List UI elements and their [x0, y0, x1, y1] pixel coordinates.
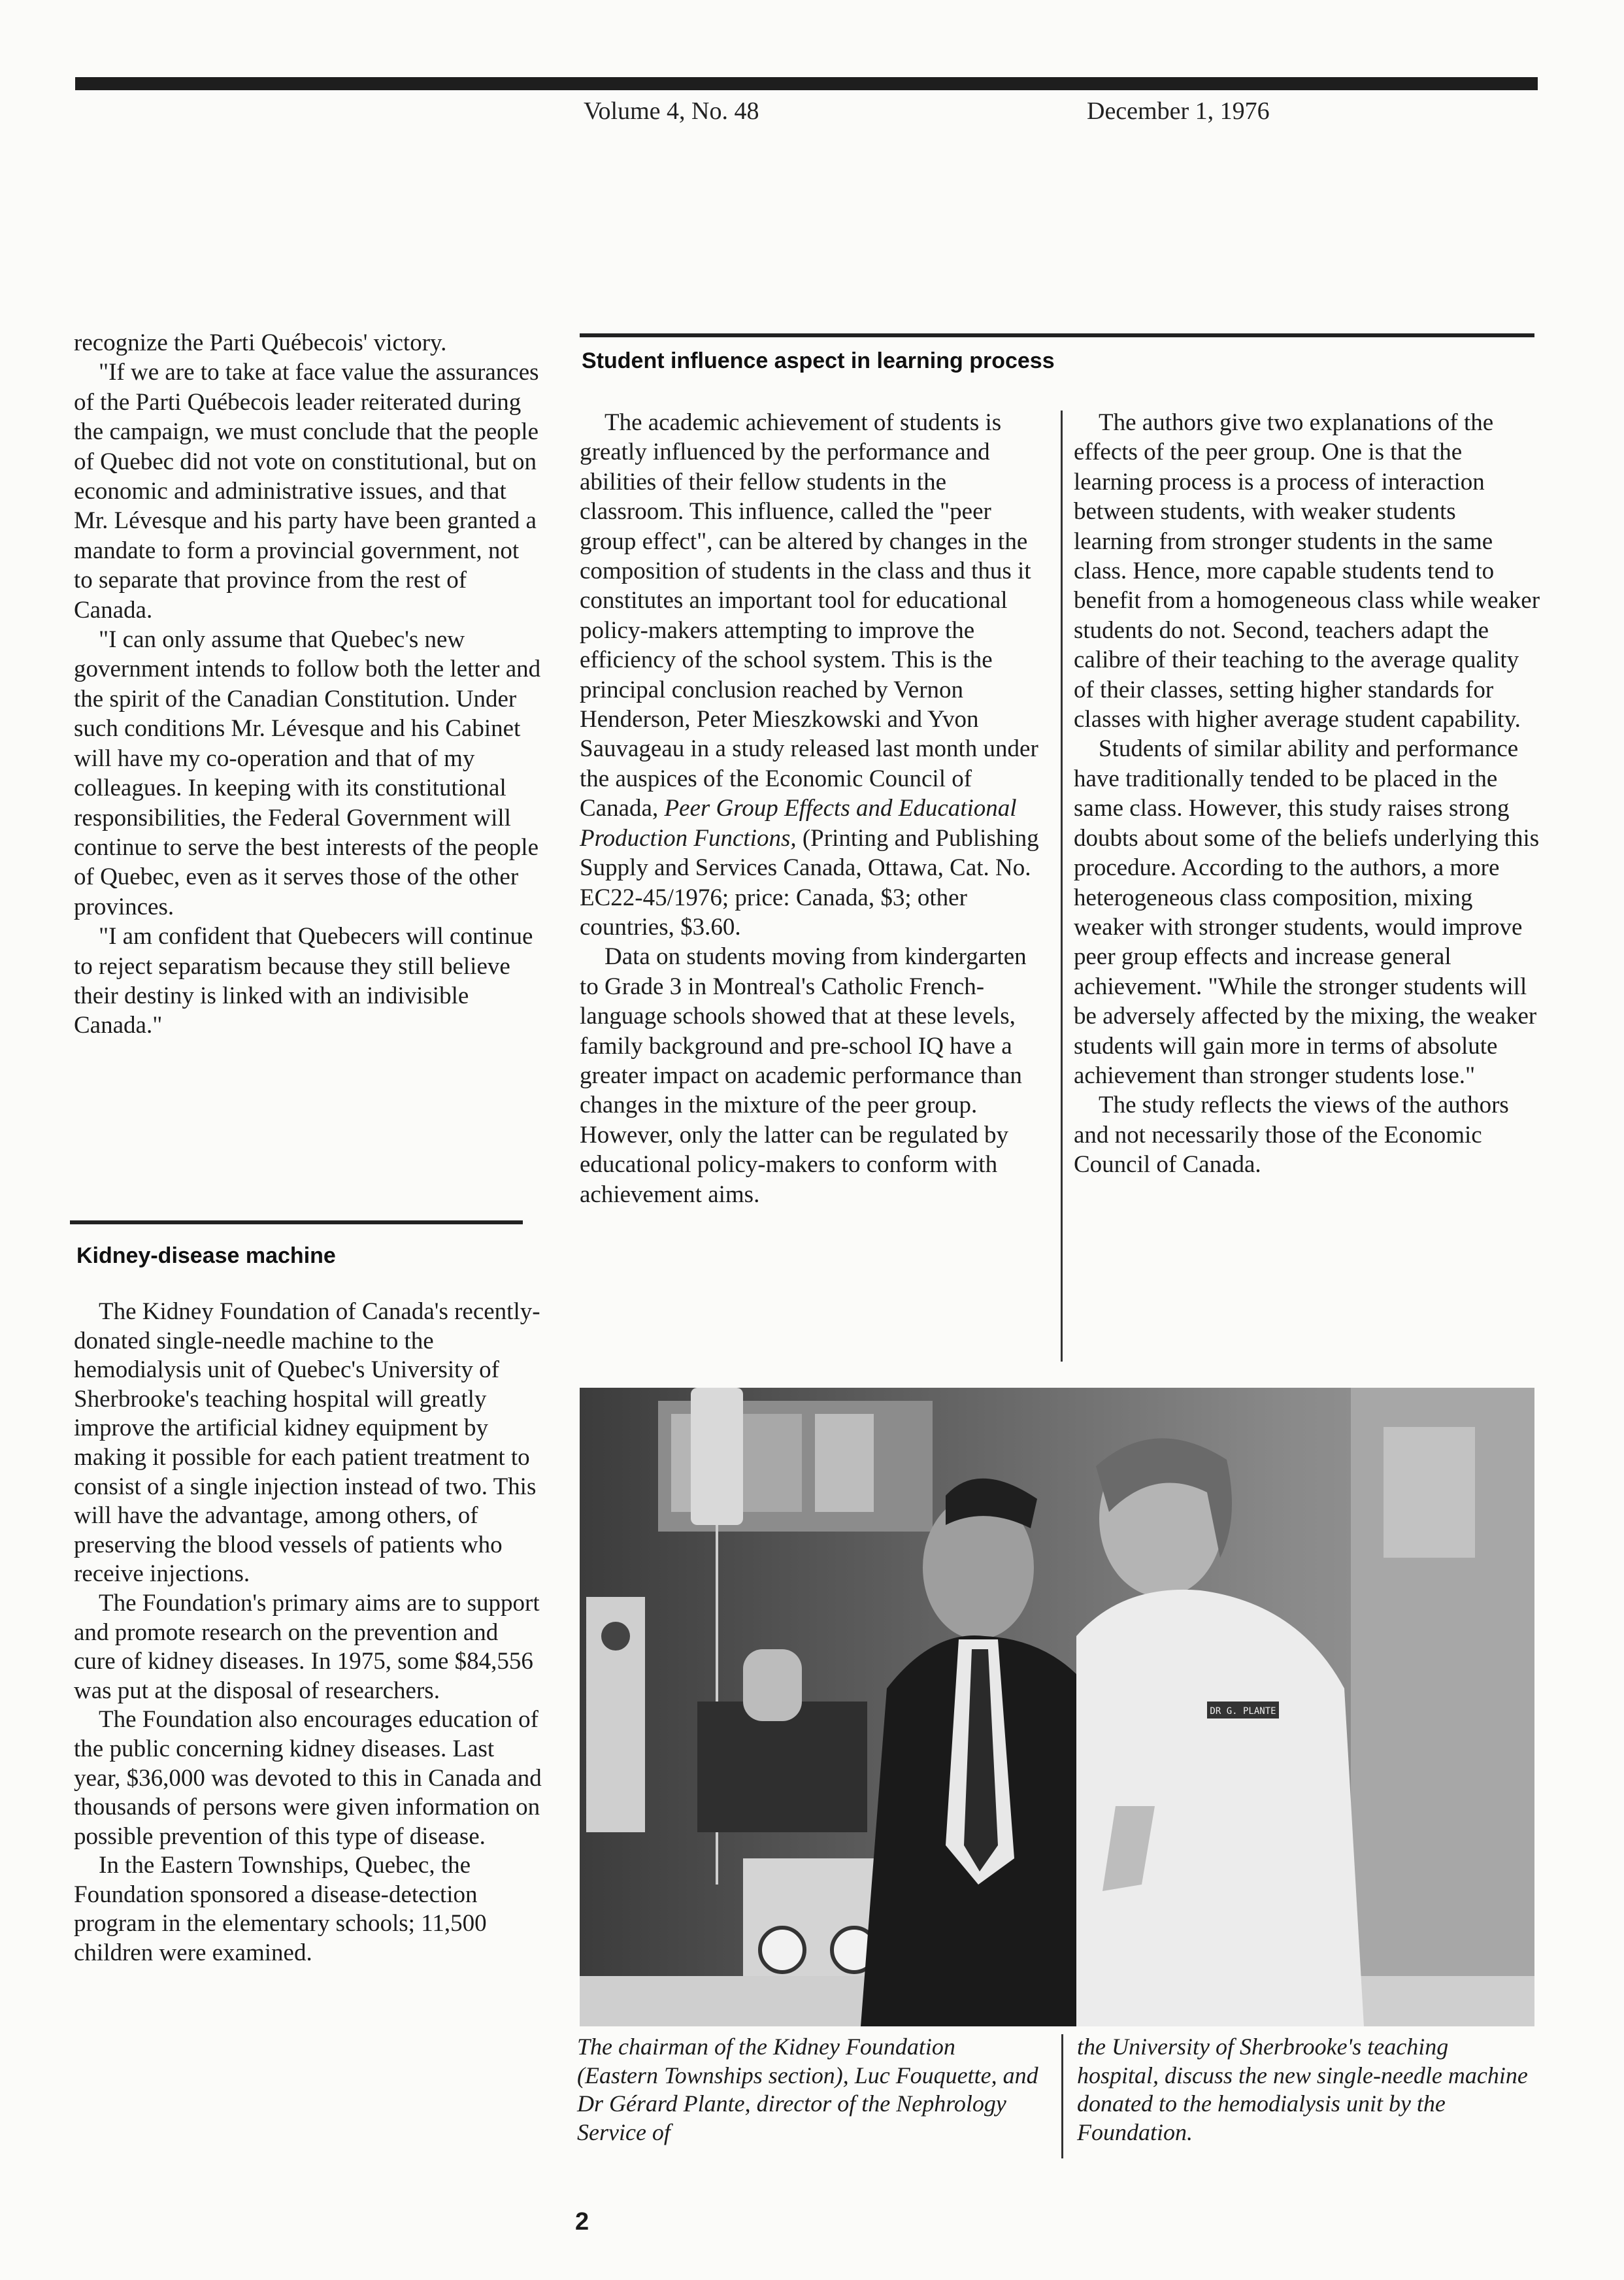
- kidney-article: [74, 1298, 546, 1968]
- text-run: The academic achievement of students is greatly influenced by the performance and abilities of their fellow students in the classroom. This influence, called the "peer group effect", can be altered by changes in the composition of students in the class and thus it constitutes an important tool for educational policy-makers attempting to improve the efficiency of the school system. This is the principal conclusion reached by Vernon Henderson, Peter Mieszkowski and Yvon Sauvageau in a study released last month under the auspices of the Economic Council of Canada,: [580, 409, 1038, 822]
- paragraph: "I can only assume that Quebec's new government intends to follow both the letter and the spirit of the Canadian Constitution. Under such conditions Mr. Lévesque and his Cabinet will have my co-operation and that of my colleagues. In keeping with its constitutional responsibilities, the Federal Government will continue to serve the best interests of the people of Quebec, even as it serves those of the other provinces.: [74, 626, 541, 920]
- paragraph: recognize the Parti Québecois' victory.: [74, 329, 447, 356]
- student-rule: [580, 333, 1534, 337]
- student-column-2: [1074, 408, 1541, 1180]
- student-headline: Student influence aspect in learning process: [582, 348, 1055, 373]
- news-photo: [580, 1388, 1534, 2026]
- student-column-1: [580, 408, 1047, 1209]
- photo-caption-left: The chairman of the Kidney Foundation (Eastern Townships section), Luc Fouquette, and Dr Gérard Plante, director of the Nephrology Service of: [577, 2034, 1038, 2145]
- paragraph: The Kidney Foundation of Canada's recently-donated single-needle machine to the hemodialysis unit of Quebec's University of Sherbrooke's teaching hospital will greatly improve the artificial kidney equipment by making it possible for each patient treatment to consist of a single injection instead of two. This will have the advantage, among others, of preserving the blood vessels of patients who receive injections.: [74, 1298, 540, 1588]
- photo-caption-right: the University of Sherbrooke's teaching hospital, discuss the new single-needle machine donated to the hemodialysis unit by the Foundation.: [1077, 2034, 1528, 2145]
- paragraph: The authors give two explanations of the effects of the peer group. One is that the learning process is a process of interaction between students, with weaker students learning from stronger students in the same class. Hence, more capable students tend to benefit from a homogeneous class while weaker students do not. Second, teachers adapt the calibre of their teaching to the average quality of their classes, setting higher standards for classes with higher average student capability.: [1074, 409, 1540, 733]
- volume-label: Volume 4, No. 48: [584, 97, 759, 125]
- paragraph: Data on students moving from kindergarten to Grade 3 in Montreal's Catholic French-language schools showed that at these levels, family background and pre-school IQ have a greater impact on academic performance than changes in the mixture of the peer group. However, only the latter can be regulated by educational policy-makers to conform with achievement aims.: [580, 943, 1027, 1208]
- kidney-rule: [70, 1220, 523, 1224]
- text-run: (Printing and Publishing Supply and Services Canada, Ottawa, Cat. No. EC22-45/1976; price: Canada, $3; other countries, $3.60.: [580, 824, 1039, 941]
- column-divider: [1061, 411, 1063, 1362]
- paragraph: [580, 408, 1047, 942]
- kidney-headline: Kidney-disease machine: [76, 1243, 336, 1268]
- paragraph: The Foundation also encourages education of the public concerning kidney diseases. Last year, $36,000 was devoted to this in Canada and thousands of persons were given information on possible prevention of this type of disease.: [74, 1706, 542, 1850]
- caption-divider: [1061, 2034, 1063, 2158]
- issue-date: December 1, 1976: [1087, 97, 1270, 125]
- study-title: Peer Group Effects and Educational Production Functions,: [580, 795, 1017, 852]
- paragraph: "If we are to take at face value the assurances of the Parti Québecois leader reiterated during the campaign, we must conclude that the people of Quebec did not vote on constitutional, but on economic and administrative issues, and that Mr. Lévesque and his party have been granted a mandate to form a provincial government, not to separate that province from the rest of Canada.: [74, 359, 539, 624]
- paragraph: "I am confident that Quebecers will continue to reject separatism because they still believe their destiny is linked with an indivisible Canada.": [74, 923, 533, 1039]
- top-rule: [75, 77, 1538, 90]
- photo-illustration: [580, 1388, 1534, 2026]
- paragraph: The Foundation's primary aims are to support and promote research on the prevention and cure of kidney diseases. In 1975, some $84,556 was put at the disposal of researchers.: [74, 1589, 540, 1704]
- paragraph: The study reflects the views of the authors and not necessarily those of the Economic Council of Canada.: [1074, 1092, 1509, 1179]
- page-number: 2: [575, 2208, 589, 2236]
- name-badge-text: DR G. PLANTE: [1210, 1706, 1276, 1717]
- paragraph: In the Eastern Townships, Quebec, the Foundation sponsored a disease-detection program in the elementary schools; 11,500 children were examined.: [74, 1852, 487, 1967]
- left-column-article: [74, 328, 541, 1041]
- paragraph: Students of similar ability and performance have traditionally tended to be placed in the same class. However, this study raises strong doubts about some of the beliefs underlying this procedure. According to the authors, a more heterogeneous class composition, mixing weaker with stronger students, would improve peer group effects and increase general achievement. "While the stronger students will be adversely affected by the mixing, the weaker students will gain more in terms of absolute achievement than stronger students lose.": [1074, 735, 1540, 1089]
